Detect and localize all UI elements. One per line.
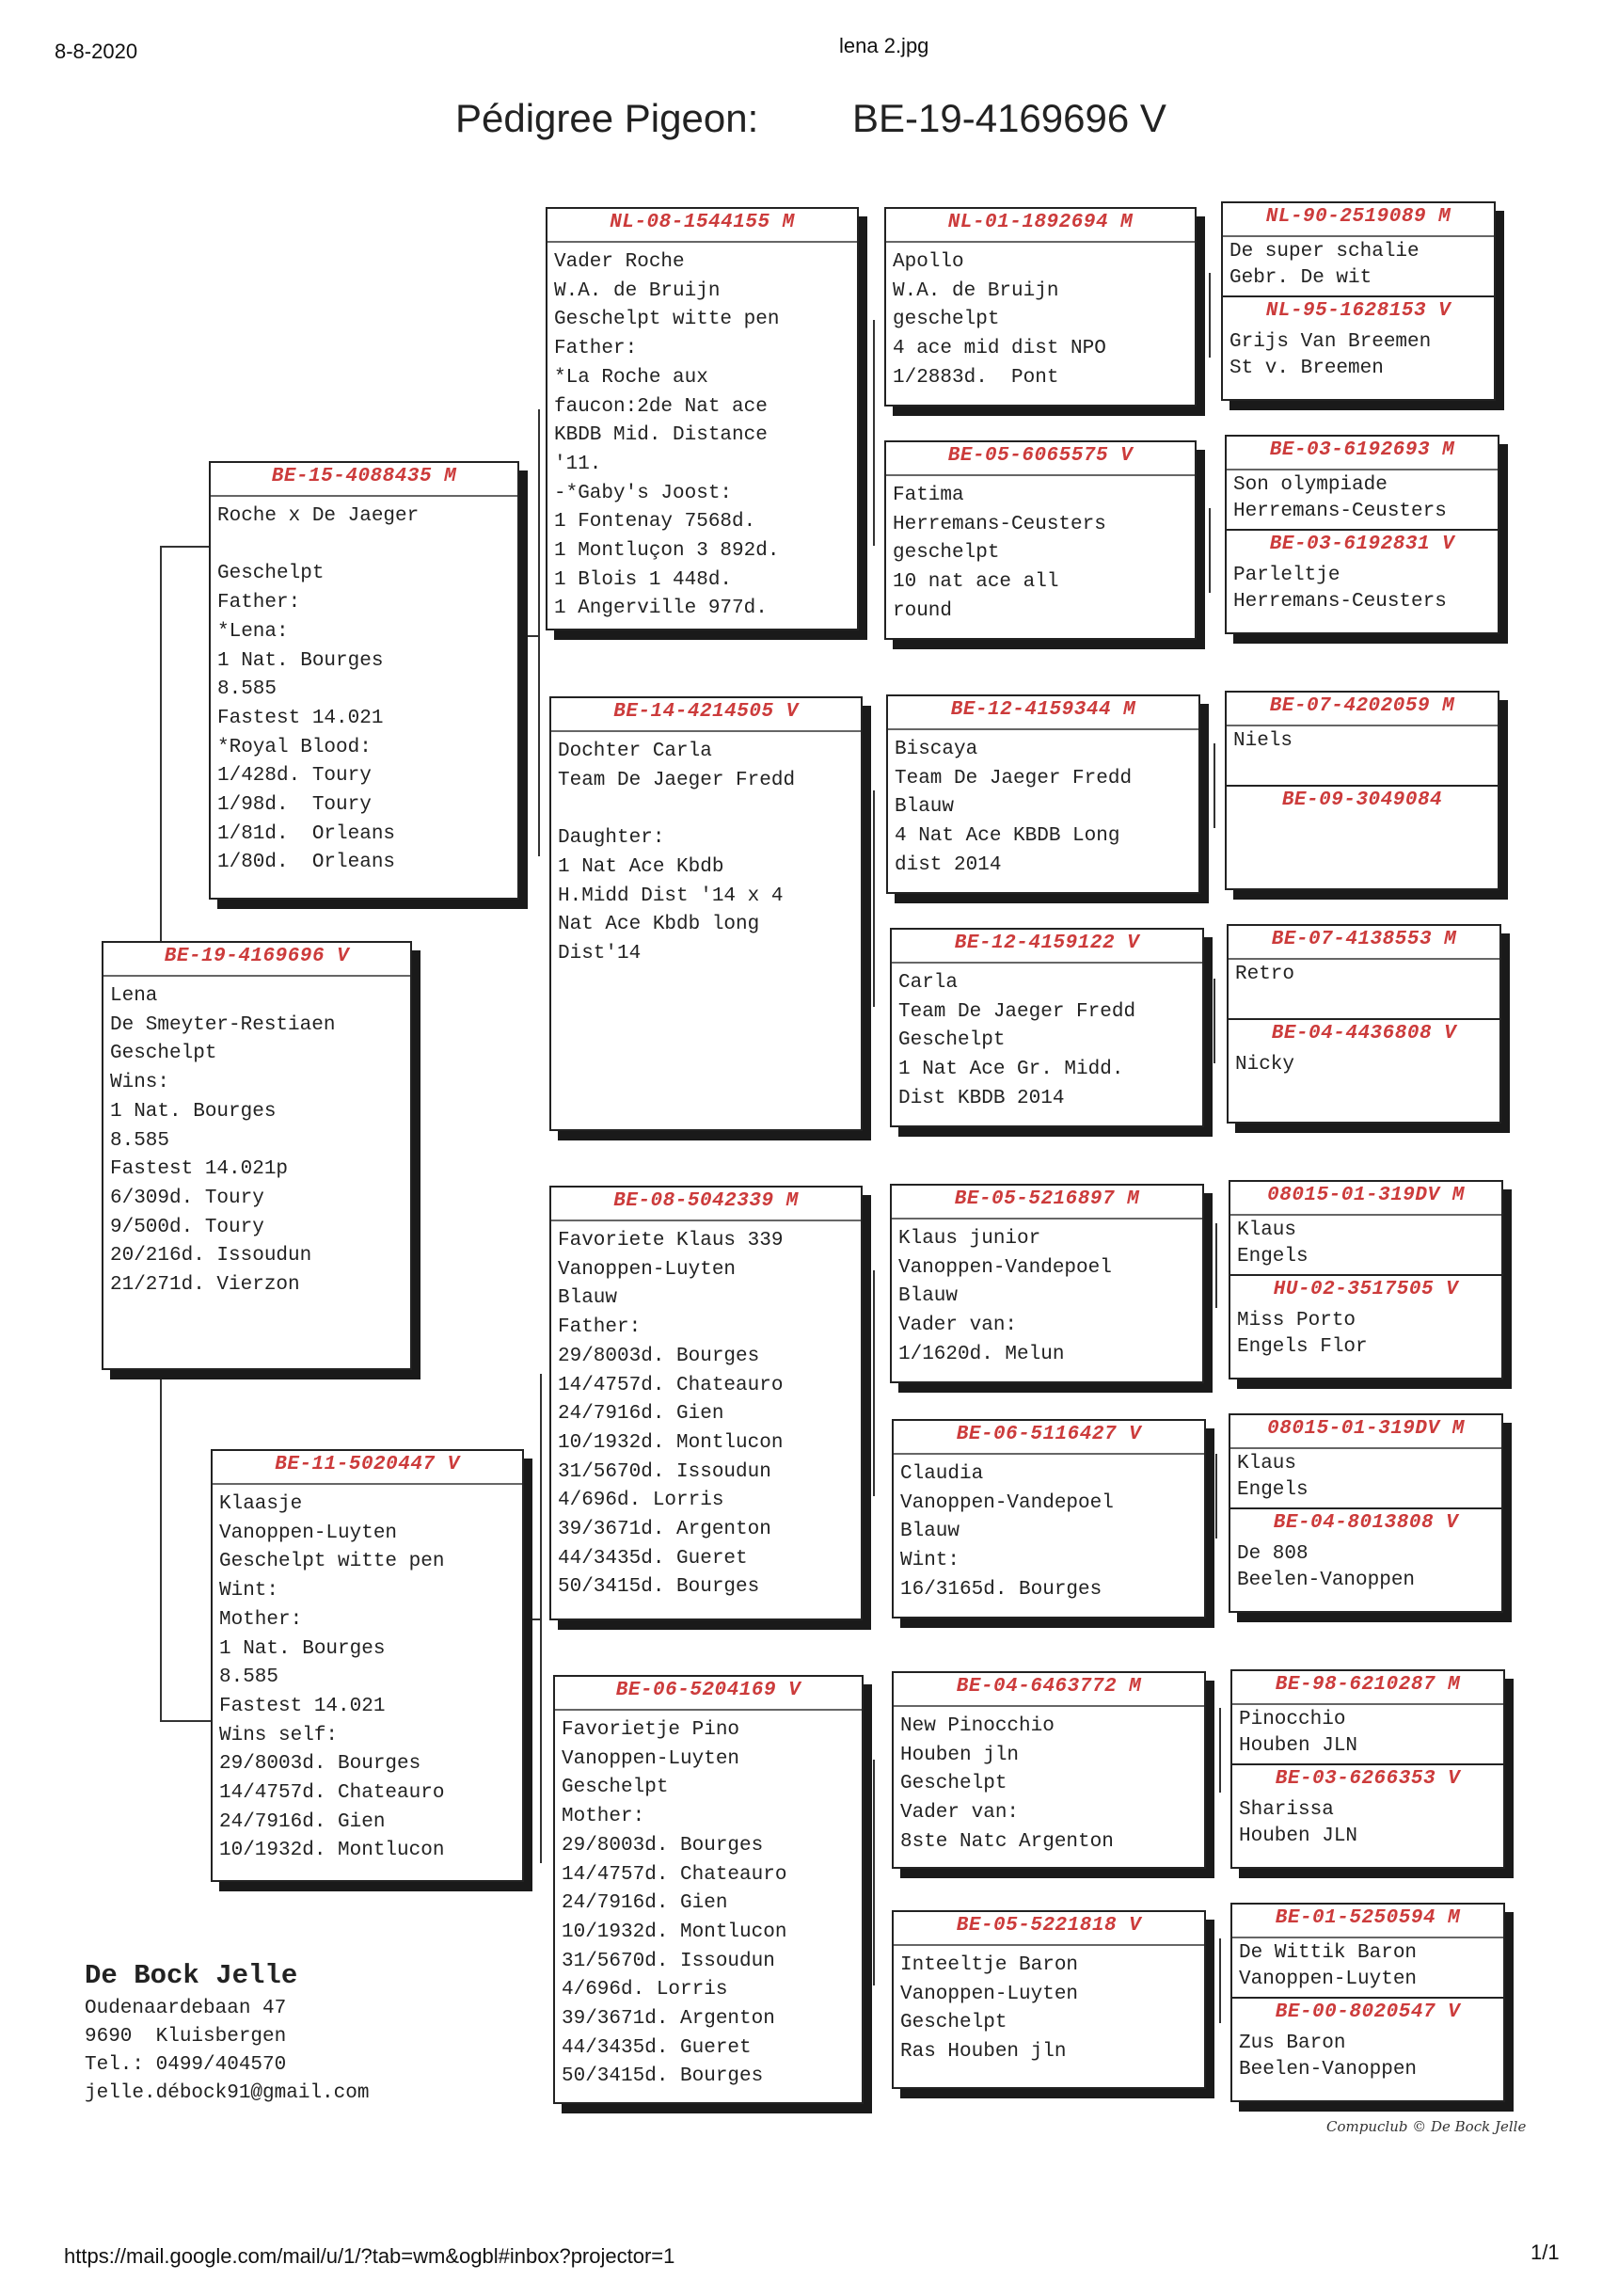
card-line: Team De Jaeger Fredd — [558, 769, 796, 791]
card-line: 24/7916d. Gien — [562, 1892, 728, 1915]
ring-number: BE-98-6210287 M — [1232, 1671, 1503, 1705]
card-line: 6/309d. Toury — [110, 1187, 264, 1209]
card-line: 31/5670d. Issoudun — [562, 1950, 775, 1972]
card-line: Apollo — [893, 251, 964, 273]
card-line: Father: — [217, 592, 301, 614]
ring-number: BE-09-3049084 — [1281, 789, 1443, 811]
connector — [873, 1760, 875, 1985]
card-line: 44/3435d. Gueret — [562, 2036, 752, 2059]
ring-number: BE-03-6192693 M — [1227, 437, 1498, 470]
ring-number: NL-08-1544155 M — [547, 209, 857, 243]
breeder-phone: Tel.: 0499/404570 — [85, 2054, 287, 2076]
connector — [873, 790, 875, 1007]
card-line: Sharissa — [1239, 1799, 1334, 1821]
great-great-grandparents-card-3 — [1225, 691, 1499, 890]
great-grandparent-card-4 — [890, 928, 1204, 1127]
card-line: Geschelpt — [900, 1773, 1007, 1795]
card-line: 4/696d. Lorris — [562, 1979, 728, 2001]
card-line: 39/3671d. Argenton — [558, 1519, 771, 1541]
card-line: 1 Nat Ace Kbdb — [558, 855, 724, 878]
card-line: Daughter: — [558, 827, 665, 850]
card-body — [1232, 1797, 1503, 1850]
card-line: Team De Jaeger Fredd — [898, 1000, 1136, 1023]
ring-number: 08015-01-319DV M — [1230, 1182, 1501, 1216]
ring-number: BE-03-6266353 V — [1275, 1768, 1461, 1790]
card-line: Fastest 14.021 — [217, 707, 384, 729]
card-line: W.A. de Bruijn — [554, 279, 721, 302]
card-line: 16/3165d. Bourges — [900, 1578, 1102, 1601]
card-line: Blauw — [898, 1285, 959, 1308]
connector — [1209, 273, 1211, 358]
card-line: Ras Houben jln — [900, 2041, 1067, 2064]
female-ancestor — [1232, 1763, 1503, 1850]
card-line: Herremans-Ceusters — [1233, 591, 1447, 613]
card-line: 29/8003d. Bourges — [562, 1834, 764, 1857]
great-great-grandparents-card-7 — [1230, 1669, 1505, 1869]
card-line: 31/5670d. Issoudun — [558, 1460, 771, 1483]
ring-number: 08015-01-319DV M — [1230, 1415, 1501, 1449]
page-title-ring: BE-19-4169696 V — [852, 96, 1166, 140]
great-grandparent-card-8 — [892, 1910, 1206, 2089]
card-line: Carla — [898, 972, 959, 994]
connector — [160, 546, 209, 548]
connector — [538, 409, 540, 856]
card-body — [886, 476, 1195, 627]
card-body — [213, 1485, 522, 1866]
card-body — [1223, 329, 1494, 382]
connector — [873, 320, 875, 546]
male-ancestor — [1230, 1415, 1501, 1507]
card-body — [892, 1220, 1202, 1370]
connector — [524, 1618, 542, 1620]
ring-number: BE-12-4159122 V — [892, 930, 1202, 964]
male-ancestor — [1232, 1905, 1503, 1997]
connector — [519, 635, 540, 637]
card-line: 1/80d. Orleans — [217, 852, 396, 874]
card-line: Engels — [1237, 1246, 1309, 1268]
ring-number: HU-02-3517505 V — [1273, 1279, 1459, 1300]
card-line: Inteeltje Baron — [900, 1954, 1079, 1976]
connector — [1219, 1938, 1221, 2023]
card-line: Engels Flor — [1237, 1336, 1368, 1358]
card-line: Blauw — [900, 1521, 960, 1543]
connector — [1209, 508, 1211, 593]
card-line: Roche x De Jaeger — [217, 505, 420, 527]
card-body — [1227, 470, 1498, 525]
card-line: Vanoppen-Luyten — [558, 1258, 737, 1281]
ring-number: BE-04-4436808 V — [1271, 1023, 1457, 1044]
card-line: Vader van: — [898, 1315, 1018, 1337]
card-line: Geschelpt — [562, 1777, 669, 1799]
great-great-grandparents-card-1 — [1221, 201, 1496, 401]
card-line: 14/4757d. Chateauro — [219, 1782, 445, 1805]
ring-number: NL-90-2519089 M — [1223, 203, 1494, 237]
card-line: Vader van: — [900, 1802, 1020, 1825]
great-grandparent-card-1 — [884, 207, 1197, 407]
card-line: 20/216d. Issoudun — [110, 1245, 312, 1268]
card-line: Vanoppen-Vandepoel — [900, 1491, 1114, 1514]
ring-number: NL-01-1892694 M — [886, 209, 1195, 243]
connector — [160, 1720, 211, 1722]
ring-number: BE-12-4159344 M — [888, 696, 1198, 730]
card-line: Dochter Carla — [558, 741, 712, 762]
card-line: Favorietje Pino — [562, 1719, 740, 1741]
card-line: KBDB Mid. Distance — [554, 424, 768, 447]
card-body — [888, 730, 1198, 881]
card-line: Father: — [558, 1316, 642, 1339]
card-line: Herremans-Ceusters — [1233, 501, 1447, 522]
card-line: 29/8003d. Bourges — [219, 1753, 421, 1776]
card-body — [1230, 1541, 1501, 1594]
ring-number: BE-06-5116427 V — [894, 1421, 1204, 1455]
card-line: Wins: — [110, 1072, 170, 1094]
connector — [1215, 1223, 1217, 1308]
card-body — [1232, 1705, 1503, 1760]
card-line: 1 Angerville 977d. — [554, 598, 768, 620]
breeder-name: De Bock Jelle — [85, 1960, 298, 1991]
card-body — [1232, 2031, 1503, 2083]
female-ancestor — [1232, 1997, 1503, 2083]
card-line: 10/1932d. Montlucon — [219, 1840, 445, 1862]
card-body — [894, 1707, 1204, 1858]
card-line: Geschelpt witte pen — [219, 1551, 445, 1573]
card-body — [551, 1221, 861, 1602]
card-line: Engels — [1237, 1479, 1309, 1501]
card-line: Retro — [1235, 964, 1295, 985]
card-line: Father: — [554, 338, 638, 360]
card-line: 1/2883d. Pont — [893, 366, 1059, 389]
card-line: dist 2014 — [895, 853, 1002, 876]
card-line: Geschelpt — [217, 563, 325, 585]
breeder-info — [85, 1957, 369, 2108]
card-line: 1 Fontenay 7568d. — [554, 511, 756, 534]
grandparent-card-ds — [549, 1186, 863, 1620]
card-line: 21/271d. Vierzon — [110, 1274, 300, 1297]
female-ancestor — [1229, 1018, 1499, 1078]
card-line: 1/98d. Toury — [217, 794, 372, 817]
great-great-grandparents-card-4 — [1227, 924, 1501, 1124]
card-line: 1/428d. Toury — [217, 765, 372, 788]
male-ancestor — [1230, 1182, 1501, 1274]
card-line: geschelpt — [893, 309, 1000, 331]
card-line: Beelen-Vanoppen — [1237, 1570, 1416, 1591]
card-line: De Smeyter-Restiaen — [110, 1013, 336, 1036]
great-grandparent-card-3 — [886, 694, 1200, 894]
card-line: round — [893, 599, 953, 622]
card-body — [103, 977, 410, 1300]
breeder-street: Oudenaardebaan 47 — [85, 1998, 287, 2019]
great-grandparent-card-7 — [892, 1671, 1206, 1869]
card-line: 4/696d. Lorris — [558, 1490, 724, 1512]
great-grandparent-card-2 — [884, 440, 1197, 640]
card-line: 1 Nat. Bourges — [110, 1100, 277, 1123]
card-line: Geschelpt witte pen — [554, 309, 780, 331]
card-line: 10/1932d. Montlucon — [562, 1921, 787, 1943]
female-ancestor — [1230, 1507, 1501, 1594]
card-line: Blauw — [558, 1287, 618, 1310]
breeder-email: jelle.débock91@gmail.com — [85, 2082, 370, 2104]
card-line: Wint: — [900, 1550, 960, 1572]
card-line: Fatima — [893, 485, 964, 506]
card-line: Fastest 14.021p — [110, 1158, 289, 1181]
great-great-grandparents-card-5 — [1229, 1180, 1503, 1379]
card-body — [1230, 1216, 1501, 1270]
card-body — [1230, 1449, 1501, 1504]
card-line: Houben JLN — [1239, 1735, 1358, 1757]
card-line: 4 Nat Ace KBDB Long — [895, 825, 1120, 848]
card-line: Biscaya — [895, 739, 978, 760]
connector — [1215, 1454, 1217, 1539]
card-line: Lena — [110, 985, 158, 1007]
great-great-grandparents-card-8 — [1230, 1903, 1505, 2102]
card-body — [1229, 960, 1499, 988]
female-ancestor — [1223, 295, 1494, 382]
card-line: Claudia — [900, 1463, 984, 1485]
card-line — [217, 532, 511, 561]
card-line: '11. — [554, 453, 602, 475]
card-line: Miss Porto — [1237, 1310, 1356, 1331]
card-line: Pinocchio — [1239, 1709, 1346, 1730]
card-line: Houben jln — [900, 1744, 1020, 1766]
card-body — [894, 1455, 1204, 1605]
card-line: 8.585 — [219, 1666, 279, 1689]
card-body — [211, 497, 517, 878]
male-ancestor — [1232, 1671, 1503, 1763]
card-line: 9/500d. Toury — [110, 1216, 264, 1238]
card-line: Geschelpt — [110, 1043, 217, 1065]
card-body — [555, 1711, 862, 2092]
card-line: 1 Blois 1 448d. — [554, 568, 733, 591]
great-grandparent-card-6 — [892, 1419, 1206, 1618]
card-line: 8ste Natc Argenton — [900, 1830, 1114, 1853]
card-line: New Pinocchio — [900, 1715, 1055, 1737]
card-line: W.A. de Bruijn — [893, 279, 1059, 302]
card-line: Vanoppen-Luyten — [562, 1747, 740, 1770]
connector — [1214, 979, 1215, 1063]
card-line: Mother: — [219, 1608, 303, 1631]
card-line: 1 Nat. Bourges — [219, 1637, 386, 1660]
card-line: 50/3415d. Bourges — [558, 1576, 760, 1599]
card-line: *Royal Blood: — [217, 736, 372, 758]
card-line: 14/4757d. Chateauro — [562, 1863, 787, 1886]
card-line: 1 Nat. Bourges — [217, 649, 384, 672]
connector — [873, 1270, 875, 1496]
male-ancestor — [1227, 437, 1498, 529]
card-line: De 808 — [1237, 1543, 1309, 1565]
ring-number: BE-03-6192831 V — [1269, 534, 1455, 555]
ring-number: BE-11-5020447 V — [213, 1451, 522, 1485]
card-body — [1232, 1938, 1503, 1993]
card-line: Niels — [1233, 730, 1293, 752]
card-line: Dist'14 — [558, 942, 642, 965]
card-line: 14/4757d. Chateauro — [558, 1374, 784, 1396]
card-body — [886, 243, 1195, 393]
print-date: 8-8-2020 — [55, 40, 138, 63]
ring-number: BE-05-6065575 V — [886, 442, 1195, 476]
card-body — [892, 964, 1202, 1114]
card-body — [1229, 1052, 1499, 1078]
card-body — [547, 243, 857, 624]
card-line: Vanoppen-Vandepoel — [898, 1256, 1112, 1279]
card-line: Nicky — [1235, 1054, 1295, 1076]
grandparent-card-dd — [553, 1675, 864, 2104]
female-ancestor — [1227, 529, 1498, 615]
card-line: Favoriete Klaus 339 — [558, 1230, 784, 1252]
card-body — [894, 1946, 1204, 2067]
card-line: Klaus junior — [898, 1228, 1041, 1250]
card-line: Dist KBDB 2014 — [898, 1087, 1065, 1109]
sire-card — [209, 461, 519, 900]
card-line: Grijs Van Breemen — [1229, 331, 1432, 353]
great-grandparent-card-5 — [890, 1184, 1204, 1383]
card-line: Vanoppen-Luyten — [900, 1983, 1079, 2005]
card-line: 4 ace mid dist NPO — [893, 338, 1106, 360]
page-number: 1/1 — [1531, 2240, 1560, 2264]
male-ancestor — [1227, 693, 1498, 785]
card-line: Mother: — [562, 1806, 645, 1828]
great-great-grandparents-card-2 — [1225, 435, 1499, 634]
ring-number: BE-14-4214505 V — [551, 698, 861, 732]
ring-number: BE-05-5216897 M — [892, 1186, 1202, 1220]
file-name: lena 2.jpg — [839, 34, 929, 57]
grandparent-card-sd — [549, 696, 863, 1131]
page-url: https://mail.google.com/mail/u/1/?tab=wm&ogbl#inbox?projector=1 — [64, 2244, 675, 2268]
ring-number: BE-01-5250594 M — [1232, 1905, 1503, 1938]
card-line: Geschelpt — [898, 1029, 1006, 1052]
card-line: Vanoppen-Luyten — [219, 1522, 398, 1544]
card-line: De Wittik Baron — [1239, 1942, 1418, 1964]
ring-number: BE-07-4138553 M — [1229, 926, 1499, 960]
card-line: 8.585 — [217, 678, 278, 701]
ring-number: BE-15-4088435 M — [211, 463, 517, 497]
card-line: Parleltje — [1233, 565, 1340, 586]
card-line: 50/3415d. Bourges — [562, 2065, 764, 2088]
card-line: Gebr. De wit — [1229, 267, 1372, 289]
breeder-city: 9690 Kluisbergen — [85, 2026, 287, 2048]
ring-number: NL-95-1628153 V — [1265, 300, 1451, 322]
ring-number: BE-06-5204169 V — [555, 1677, 862, 1711]
connector — [1214, 743, 1215, 828]
card-line: St v. Breemen — [1229, 358, 1384, 379]
card-line: 1/81d. Orleans — [217, 822, 396, 845]
card-line: 44/3435d. Gueret — [558, 1547, 748, 1570]
card-line: Zus Baron — [1239, 2033, 1346, 2054]
card-line: Beelen-Vanoppen — [1239, 2059, 1418, 2081]
card-line: Fastest 14.021 — [219, 1695, 386, 1717]
card-line: 29/8003d. Bourges — [558, 1345, 760, 1367]
ring-number: BE-07-4202059 M — [1227, 693, 1498, 726]
card-body — [1230, 1308, 1501, 1361]
card-line: Houben JLN — [1239, 1826, 1358, 1847]
ring-number: BE-00-8020547 V — [1275, 2001, 1461, 2023]
card-line: geschelpt — [893, 542, 1000, 565]
software-credit: Compuclub © De Bock Jelle — [1326, 2118, 1527, 2135]
card-line: Blauw — [895, 796, 955, 819]
card-line: Herremans-Ceusters — [893, 513, 1106, 535]
ring-number: BE-04-8013808 V — [1273, 1512, 1459, 1534]
card-line — [558, 795, 854, 824]
card-line: Vader Roche — [554, 251, 685, 273]
card-line: -*Gaby's Joost: — [554, 482, 733, 504]
card-line: 39/3671d. Argenton — [562, 2008, 775, 2031]
card-line: 24/7916d. Gien — [558, 1403, 724, 1426]
card-line: Klaus — [1237, 1453, 1297, 1475]
card-line: 1/1620d. Melun — [898, 1343, 1065, 1365]
page-title-label: Pédigree Pigeon: — [455, 96, 759, 140]
card-line: Vanoppen-Luyten — [1239, 1969, 1418, 1990]
ring-number: BE-19-4169696 V — [103, 943, 410, 977]
card-line: 24/7916d. Gien — [219, 1810, 386, 1833]
card-body — [1227, 726, 1498, 755]
card-line: De super schalie — [1229, 241, 1420, 263]
card-line: *La Roche aux — [554, 366, 708, 389]
male-ancestor — [1223, 203, 1494, 295]
card-body — [1227, 563, 1498, 615]
connector — [1219, 1708, 1221, 1793]
card-line: Team De Jaeger Fredd — [895, 767, 1133, 789]
ring-number: BE-05-5221818 V — [894, 1912, 1204, 1946]
card-line: Geschelpt — [900, 2012, 1007, 2034]
card-line: Nat Ace Kbdb long — [558, 914, 760, 936]
card-line: faucon:2de Nat ace — [554, 395, 768, 418]
card-line: Wint: — [219, 1580, 279, 1602]
card-line: Son olympiade — [1233, 474, 1388, 496]
grandparent-card-ss — [546, 207, 859, 630]
card-line: *Lena: — [217, 620, 289, 643]
card-body — [551, 732, 861, 969]
ring-number: BE-08-5042339 M — [551, 1188, 861, 1221]
female-ancestor — [1227, 785, 1498, 819]
card-line: 1 Nat Ace Gr. Midd. — [898, 1059, 1124, 1081]
subject-card — [102, 941, 412, 1370]
card-body — [1223, 237, 1494, 292]
great-great-grandparents-card-6 — [1229, 1413, 1503, 1613]
card-line: 10 nat ace all — [893, 571, 1059, 594]
female-ancestor — [1230, 1274, 1501, 1361]
ring-number: BE-04-6463772 M — [894, 1673, 1204, 1707]
card-line: Klaasje — [219, 1493, 303, 1515]
card-line: 1 Montluçon 3 892d. — [554, 540, 780, 563]
card-line: H.Midd Dist '14 x 4 — [558, 885, 784, 907]
card-line: 8.585 — [110, 1129, 170, 1152]
card-line: 10/1932d. Montlucon — [558, 1431, 784, 1454]
card-line: Wins self: — [219, 1724, 339, 1746]
dam-card — [211, 1449, 524, 1882]
male-ancestor — [1229, 926, 1499, 1018]
card-line: Klaus — [1237, 1220, 1297, 1241]
